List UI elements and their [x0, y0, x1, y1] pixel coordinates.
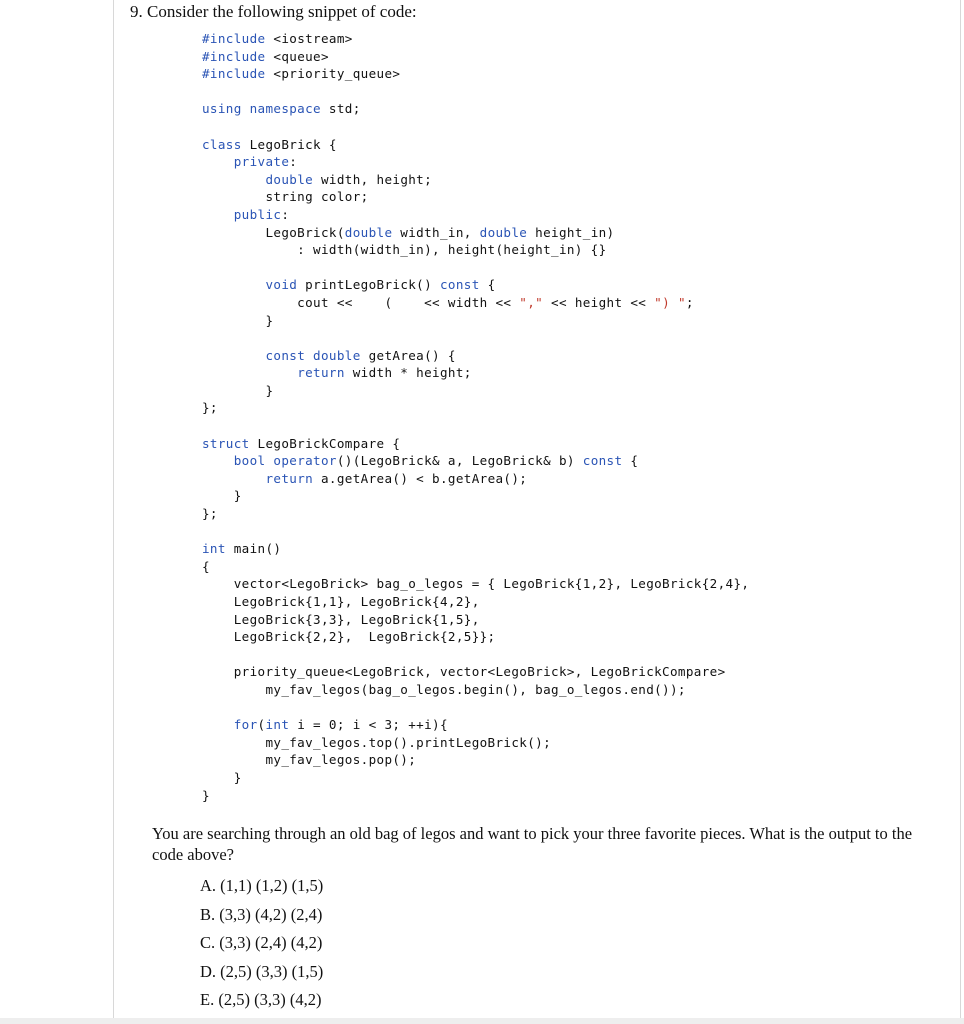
code-line — [202, 153, 749, 171]
code-text: LegoBrick{1,1}, LegoBrick{4,2}, — [202, 594, 480, 609]
code-line — [202, 83, 749, 101]
code-block — [202, 30, 749, 804]
code-text: printLegoBrick() — [297, 277, 440, 293]
code-line — [202, 435, 749, 453]
answer-choice — [200, 876, 323, 905]
code-line — [202, 734, 749, 752]
code-text: ()(LegoBrick& a, LegoBrick& b) — [336, 453, 583, 469]
answer-choice — [200, 933, 323, 962]
code-text: LegoBrick{2,2}, LegoBrick{2,5}}; — [202, 629, 496, 645]
code-text: <iostream> — [265, 31, 353, 46]
code-line — [202, 593, 749, 611]
code-keyword: struct — [202, 435, 250, 451]
code-keyword: public — [233, 206, 282, 222]
code-keyword: #include — [202, 66, 266, 82]
code-keyword: class — [202, 136, 242, 152]
code-text: height_in) — [527, 224, 615, 240]
code-line — [202, 769, 749, 787]
answer-choice — [200, 990, 323, 1019]
code-line — [202, 646, 749, 664]
code-text: : — [289, 154, 298, 170]
code-line — [202, 312, 749, 330]
code-text: { — [622, 453, 639, 469]
bottom-bar — [0, 1018, 964, 1024]
code-keyword: return — [265, 470, 314, 486]
choice-letter: D. — [200, 961, 217, 981]
code-line — [202, 399, 749, 417]
code-line — [202, 241, 749, 259]
code-text: getArea() { — [360, 347, 456, 363]
code-line — [202, 523, 749, 541]
question-title: 9. Consider the following snippet of code: — [130, 2, 417, 21]
code-line — [202, 118, 749, 136]
code-text: LegoBrickCompare { — [249, 435, 401, 451]
answer-choice — [200, 905, 323, 934]
answer-choice — [200, 962, 323, 991]
code-text — [202, 277, 265, 292]
code-text: }; — [202, 400, 218, 416]
code-line — [202, 575, 749, 593]
code-line — [202, 663, 749, 681]
code-keyword: return — [297, 365, 345, 381]
code-text — [202, 717, 234, 732]
code-string: "," — [519, 294, 544, 310]
code-text: width_in, — [392, 224, 480, 240]
code-keyword: for — [233, 717, 258, 733]
code-text: } — [202, 382, 274, 398]
code-line — [202, 364, 749, 382]
code-line — [202, 136, 749, 154]
code-text: my_fav_legos(bag_o_legos.begin(), bag_o_legos.end()); — [202, 681, 686, 697]
code-text: <priority_queue> — [265, 66, 401, 82]
code-text: a.getArea() < b.getArea(); — [313, 470, 528, 486]
code-text: width * height; — [344, 365, 472, 381]
code-keyword: bool operator — [233, 453, 337, 469]
code-text — [202, 154, 234, 169]
code-text: std; — [320, 101, 361, 117]
code-text: my_fav_legos.top().printLegoBrick(); — [202, 734, 552, 750]
code-line — [202, 224, 749, 242]
code-text: width, height; — [313, 171, 433, 187]
code-line — [202, 259, 749, 277]
code-text: { — [479, 277, 496, 293]
code-text: : — [281, 206, 290, 222]
code-line — [202, 751, 749, 769]
code-text — [202, 172, 265, 187]
code-text: <queue> — [265, 48, 329, 64]
code-text: cout << ( << width << — [202, 294, 520, 310]
code-line — [202, 48, 749, 66]
code-keyword: const — [439, 277, 480, 293]
code-keyword: const — [582, 453, 623, 469]
code-text: my_fav_legos.pop(); — [202, 752, 417, 768]
code-text: LegoBrick( — [202, 224, 345, 240]
code-line — [202, 417, 749, 435]
code-line — [202, 470, 749, 488]
choice-text: (2,5) (3,3) (4,2) — [218, 990, 322, 1010]
code-text — [202, 207, 234, 222]
code-keyword: void — [265, 277, 298, 293]
code-text: string color; — [202, 189, 369, 205]
choice-text: (1,1) (1,2) (1,5) — [220, 876, 324, 895]
choice-letter: C. — [200, 933, 216, 953]
question-prompt: You are searching through an old bag of legos and want to pick your three favorite pieces. What is the output to the code above? — [152, 824, 913, 864]
code-keyword: int — [202, 541, 226, 557]
code-line — [202, 188, 749, 206]
code-line — [202, 100, 749, 118]
code-keyword: const double — [265, 347, 361, 363]
code-text: : width(width_in), height(height_in) {} — [202, 242, 607, 258]
code-text — [202, 471, 265, 486]
code-line — [202, 276, 749, 294]
code-text: } — [202, 312, 274, 328]
code-text: }; — [202, 506, 218, 522]
code-text: i = 0; i < 3; ++i){ — [289, 717, 448, 733]
code-text: } — [202, 488, 242, 504]
choice-letter: E. — [200, 990, 215, 1010]
code-line — [202, 540, 749, 558]
code-text: ; — [685, 294, 694, 310]
code-line — [202, 294, 749, 312]
code-line — [202, 558, 749, 576]
choice-text: (3,3) (4,2) (2,4) — [219, 904, 323, 924]
code-text: ( — [257, 717, 266, 733]
code-line — [202, 628, 749, 646]
code-keyword: double — [344, 224, 393, 240]
code-keyword: using namespace — [202, 101, 321, 117]
choice-letter: A. — [200, 876, 217, 895]
code-text — [202, 453, 234, 468]
code-line — [202, 787, 749, 805]
code-keyword: double — [265, 171, 314, 187]
code-keyword: int — [265, 717, 290, 733]
code-text: } — [202, 787, 210, 803]
code-text: LegoBrick{3,3}, LegoBrick{1,5}, — [202, 611, 480, 627]
code-line — [202, 65, 749, 83]
code-line — [202, 681, 749, 699]
code-line — [202, 171, 749, 189]
code-line — [202, 487, 749, 505]
code-line — [202, 30, 749, 48]
code-line — [202, 699, 749, 717]
code-keyword: #include — [202, 31, 266, 46]
code-text: LegoBrick { — [241, 136, 337, 152]
code-keyword: private — [233, 154, 290, 170]
code-text: priority_queue<LegoBrick, vector<LegoBrick>, LegoBrickCompare> — [202, 664, 726, 680]
code-keyword: double — [479, 224, 528, 240]
code-text: << height << — [543, 294, 655, 310]
code-line — [202, 505, 749, 523]
answer-choices — [200, 876, 323, 1019]
code-line — [202, 716, 749, 734]
code-line — [202, 347, 749, 365]
choice-text: (3,3) (2,4) (4,2) — [219, 933, 323, 953]
choice-letter: B. — [200, 904, 216, 924]
code-text: vector<LegoBrick> bag_o_legos = { LegoBrick{1,2}, LegoBrick{2,4}, — [202, 576, 750, 592]
code-line — [202, 452, 749, 470]
code-string: ") " — [654, 294, 686, 310]
code-line — [202, 206, 749, 224]
code-text — [202, 365, 297, 380]
code-line — [202, 329, 749, 347]
choice-text: (2,5) (3,3) (1,5) — [220, 961, 324, 981]
code-text: } — [202, 769, 242, 785]
code-keyword: #include — [202, 48, 266, 64]
code-text: main() — [225, 541, 282, 557]
code-text — [202, 348, 265, 363]
code-text: { — [202, 558, 210, 574]
code-line — [202, 382, 749, 400]
code-line — [202, 611, 749, 629]
